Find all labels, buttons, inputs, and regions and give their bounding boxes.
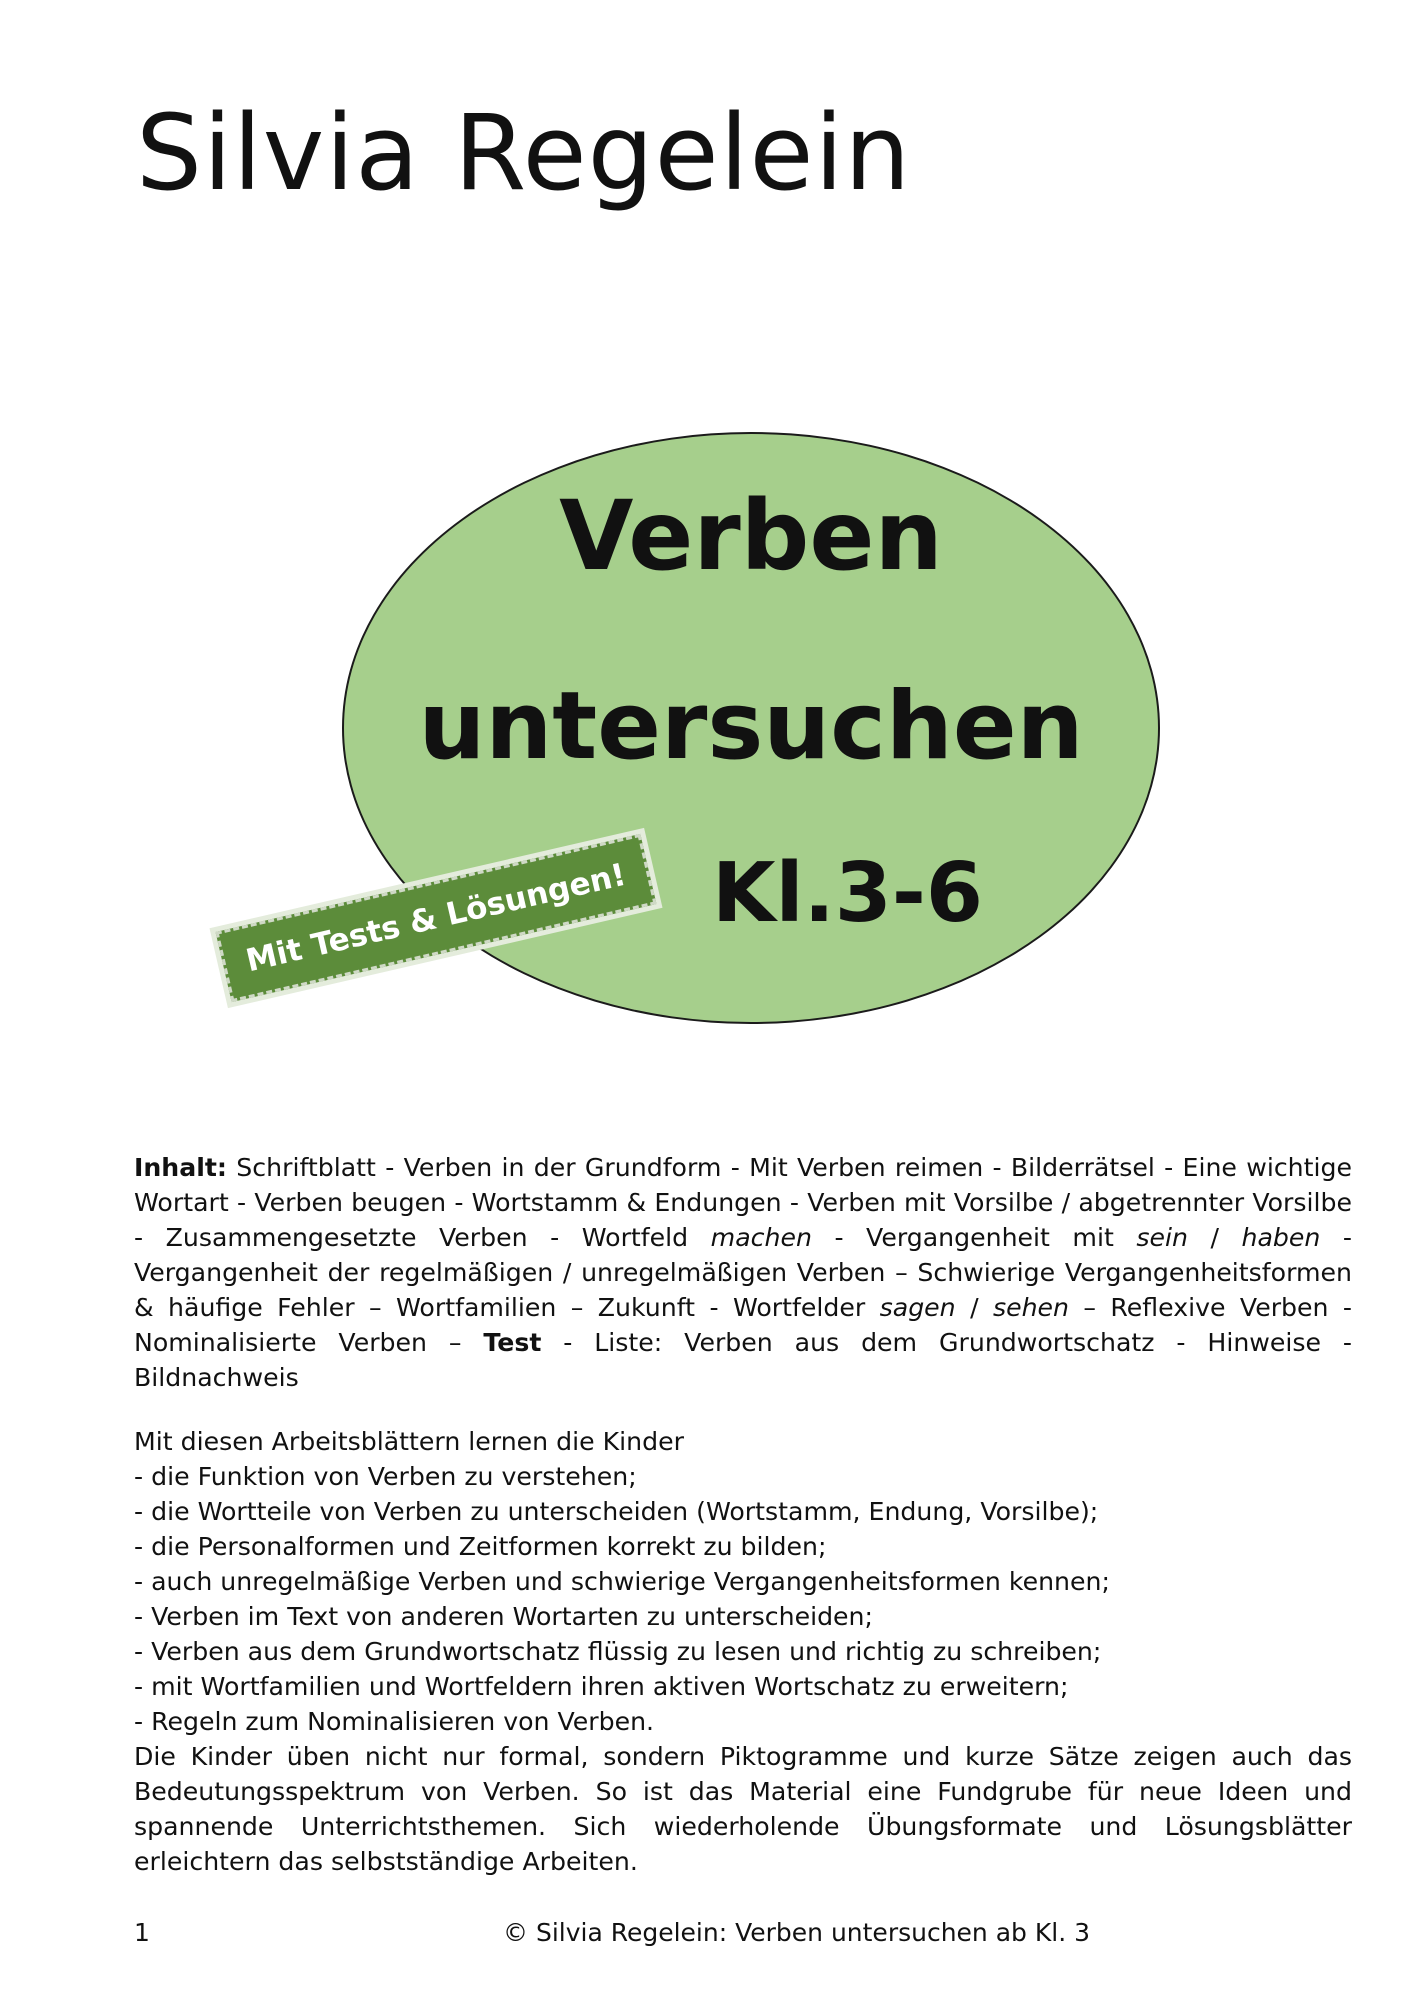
goal-item: - die Funktion von Verben zu verstehen; [134, 1462, 637, 1491]
contents-test: Test [483, 1328, 542, 1357]
contents-em-4: sagen [879, 1293, 956, 1322]
contents-em-3: haben [1241, 1223, 1321, 1252]
grade-label: Kl.3-6 [712, 846, 983, 941]
contents-text-5: / [955, 1293, 993, 1322]
contents-text-4: - Vergangenheit der regelmäßigen / unregelmäßigen Verben – Schwierige Vergangenheitsformen & häufige Fehler – Wortfamilien – Zukunft - Wortfelder [134, 1223, 1352, 1322]
goal-item: - mit Wortfamilien und Wortfeldern ihren aktiven Wortschatz zu erweitern; [134, 1672, 1069, 1701]
goal-item: - Verben im Text von anderen Wortarten zu unterscheiden; [134, 1602, 874, 1631]
goal-item: - die Personalformen und Zeitformen korrekt zu bilden; [134, 1532, 827, 1561]
tests-badge: Mit Tests & Lösungen! [215, 834, 656, 1002]
goals-list [134, 1459, 1352, 1739]
contents-em-2: sein [1136, 1223, 1188, 1252]
goal-item: - die Wortteile von Verben zu unterscheiden (Wortstamm, Endung, Vorsilbe); [134, 1497, 1099, 1526]
author-name: Silvia Regelein [136, 92, 912, 214]
contents-text-2: - Vergangenheit mit [811, 1223, 1137, 1252]
contents-text-3: / [1187, 1223, 1242, 1252]
contents-text-7: - Liste: Verben aus dem Grundwortschatz - Hinweise - Bildnachweis [134, 1328, 1352, 1392]
contents-label: Inhalt: [134, 1153, 227, 1182]
contents-paragraph [134, 1150, 1352, 1395]
closing-paragraph: Die Kinder üben nicht nur formal, sondern Piktogramme und kurze Sätze zeigen auch das Bedeutungsspektrum von Verben. So ist das Material eine Fundgrube für neue Ideen und spannende Unterrichtsthemen. Sich wiederholende Übungsformate und Lösungsblätter erleichtern das selbstständige Arbeiten. [134, 1742, 1352, 1876]
title-line-2: untersuchen [418, 672, 1084, 781]
contents-em-5: sehen [992, 1293, 1070, 1322]
contents-text-1: Schriftblatt - Verben in der Grundform - Mit Verben reimen - Bilderrätsel - Eine wichtige Wortart - Verben beugen - Wortstamm & Endungen - Verben mit Vorsilbe / abgetrennter Vorsilbe - Zusammengesetzte Verben - Wortfeld [134, 1153, 1352, 1252]
goal-item: - Verben aus dem Grundwortschatz flüssig zu lesen und richtig zu schreiben; [134, 1637, 1102, 1666]
title-line-1: Verben [559, 480, 943, 592]
intro-line: Mit diesen Arbeitsblättern lernen die Kinder [134, 1427, 684, 1456]
contents-em-1: machen [710, 1223, 812, 1252]
contents-text-6: – Reflexive Verben - Nominalisierte Verben – [134, 1293, 1353, 1357]
footer-copyright: © Silvia Regelein: Verben untersuchen ab Kl. 3 [503, 1918, 1090, 1947]
goal-item: - auch unregelmäßige Verben und schwierige Vergangenheitsformen kennen; [134, 1567, 1110, 1596]
page-number: 1 [134, 1918, 150, 1947]
goal-item: - Regeln zum Nominalisieren von Verben. [134, 1707, 655, 1736]
